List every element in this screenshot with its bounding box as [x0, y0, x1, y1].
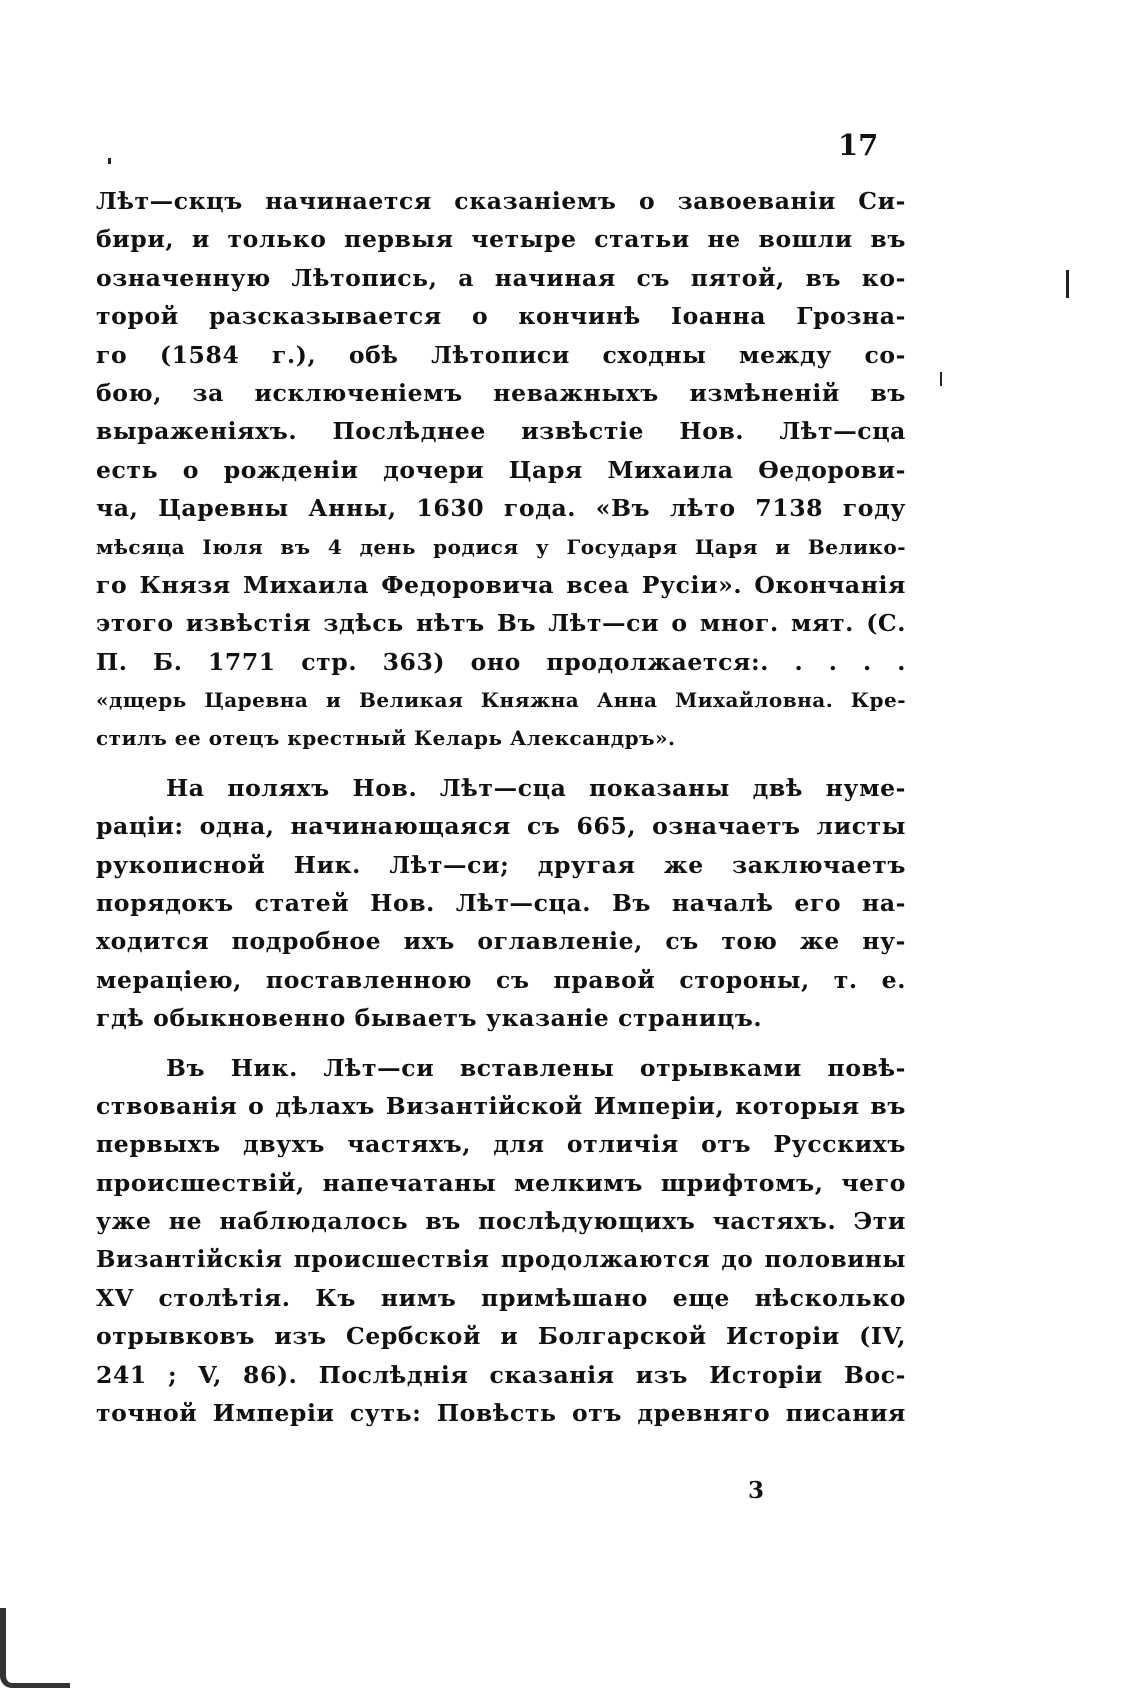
text-line: порядокъ статей Нов. Лѣт—сца. Въ началѣ его на- — [96, 889, 906, 918]
text-line: есть о рожденіи дочери Царя Михаила Ѳедорови- — [96, 455, 906, 484]
text-line: этого извѣстія здѣсь нѣтъ Въ Лѣт—си о мног. мят. (С. — [96, 609, 906, 638]
text-line: На поляхъ Нов. Лѣт—сца показаны двѣ нуме- — [166, 773, 906, 802]
text-line: означенную Лѣтопись, а начиная съ пятой, въ ко- — [96, 263, 906, 292]
text-line: выраженіяхъ. Послѣднее извѣстіе Нов. Лѣт—сца — [96, 417, 906, 446]
text-line: го Князя Михаила Федоровича всеа Русіи». Окончанія — [96, 570, 906, 599]
page-number: 17 — [838, 128, 879, 162]
text-line: уже не наблюдалось въ послѣдующихъ частяхъ. Эти — [96, 1207, 906, 1236]
text-line: 241 ; V, 86). Послѣднія сказанія изъ Исторіи Вос- — [96, 1360, 906, 1389]
text-line: гдѣ обыкновенно бываетъ указаніе страницъ. — [96, 1004, 763, 1033]
text-line: мераціею, поставленною съ правой стороны, т. е. — [96, 965, 906, 994]
text-line: XV столѣтія. Къ нимъ примѣшано еще нѣсколько — [96, 1283, 906, 1312]
margin-speck — [940, 372, 942, 386]
text-line: го (1584 г.), обѣ Лѣтописи сходны между со- — [96, 340, 906, 369]
margin-speck — [1066, 270, 1069, 298]
text-line: П. Б. 1771 стр. 363) оно продолжается:. . . . . — [96, 647, 906, 676]
text-line: Византійскія происшествія продолжаются до половины — [96, 1245, 906, 1273]
signature-mark: 3 — [748, 1477, 765, 1504]
text-line: рукописной Ник. Лѣт—си; другая же заключаетъ — [96, 850, 906, 879]
quote-line: стилъ ее отецъ крестный Келарь Александръ». — [96, 726, 676, 751]
text-line: Въ Ник. Лѣт—си вставлены отрывками повѣ- — [166, 1053, 906, 1082]
text-line: первыхъ двухъ частяхъ, для отличія отъ Русскихъ — [96, 1130, 906, 1159]
body-text — [96, 182, 906, 1433]
scan-edge-shadow — [0, 1608, 70, 1688]
text-line: раціи: одна, начинающаяся съ 665, означаетъ листы — [96, 812, 906, 841]
quote-line: «дщерь Царевна и Великая Княжна Анна Михайловна. Кре- — [96, 688, 906, 713]
text-line: бири, и только первыя четыре статьи не вошли въ — [96, 225, 906, 254]
quote-line: мѣсяца Іюля въ 4 день родися у Государя Царя и Велико- — [96, 534, 906, 559]
text-line: торой разсказывается о кончинѣ Іоанна Грозна- — [96, 302, 906, 331]
text-line: ча, Царевны Анны, 1630 года. «Въ лѣто 7138 году — [96, 494, 906, 523]
text-line: Лѣт—скцъ начинается сказаніемъ о завоеваніи Си- — [96, 187, 906, 215]
text-line: отрывковъ изъ Сербской и Болгарской Исторіи (IV, — [96, 1322, 906, 1351]
text-line: происшествій, напечатаны мелкимъ шрифтомъ, чего — [96, 1168, 906, 1197]
margin-speck — [108, 158, 111, 164]
text-line: бою, за исключеніемъ неважныхъ измѣненій въ — [96, 378, 906, 407]
text-line: точной Имперіи суть: Повѣсть отъ древняго писания — [96, 1399, 906, 1428]
text-line: ствованія о дѣлахъ Византійской Имперіи, которыя въ — [96, 1091, 906, 1120]
text-line: ходится подробное ихъ оглавленіе, съ тою же ну- — [96, 927, 906, 956]
